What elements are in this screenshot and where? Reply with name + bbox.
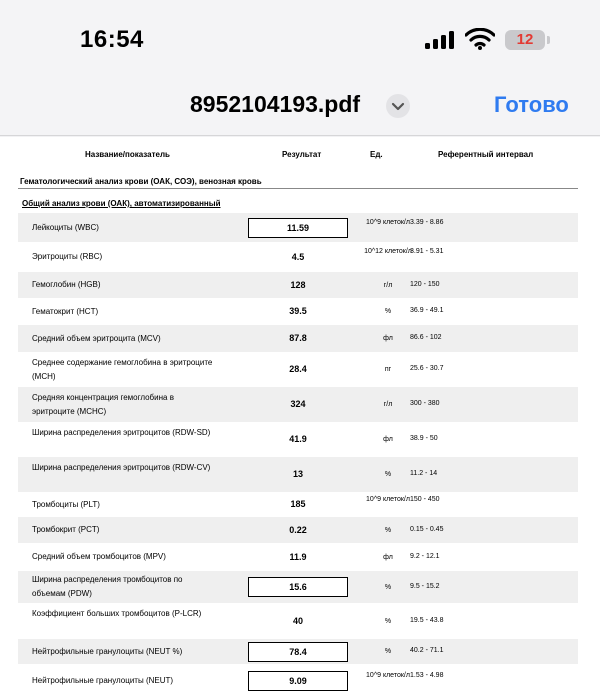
wifi-icon	[465, 28, 495, 50]
battery-icon: 12	[505, 30, 545, 50]
result-value: 324	[290, 399, 306, 409]
table-row	[18, 571, 578, 603]
row-name: Ширина распределения эритроцитов (RDW-CV)	[32, 462, 211, 472]
result-value-flagged: 15.6	[248, 577, 348, 597]
reference-interval: 11.2 - 14	[410, 470, 438, 477]
unit: 10^12 клеток/л	[364, 248, 412, 255]
reference-interval: 40.2 - 71.1	[410, 647, 444, 654]
result-value-flagged: 11.59	[248, 218, 348, 238]
table-row	[18, 387, 578, 422]
unit: %	[384, 308, 392, 315]
row-name: Тромбоциты (PLT)	[32, 499, 100, 509]
result-value: 4.5	[291, 251, 305, 262]
result-value: 41.9	[289, 434, 307, 444]
reference-interval: 9.5 - 15.2	[410, 582, 440, 590]
result-value: 185	[290, 499, 306, 509]
reference-interval: 0.15 - 0.45	[410, 525, 444, 533]
unit: %	[384, 583, 392, 591]
reference-interval: 300 - 380	[410, 400, 440, 407]
result-value-flagged: 9.09	[248, 671, 348, 691]
reference-interval: 3.91 - 5.31	[410, 248, 444, 255]
reference-interval: 3.39 - 8.86	[410, 218, 444, 226]
header-name: Название/показатель	[85, 150, 170, 159]
table-row	[18, 325, 578, 352]
table-row	[18, 298, 578, 325]
row-name: Средняя концентрация гемоглобина в эритроците (MCHC)	[32, 392, 174, 416]
unit: г/л	[383, 281, 393, 289]
done-button[interactable]: Готово	[494, 92, 569, 117]
cellular-signal-icon	[425, 31, 457, 49]
result-value: 39.5	[289, 306, 307, 316]
unit: пг	[384, 366, 392, 373]
header-unit: Ед.	[370, 150, 383, 159]
unit: %	[384, 648, 392, 655]
table-row	[18, 352, 578, 387]
table-row	[18, 639, 578, 664]
row-name: Нейтрофильные гранулоциты (NEUT %)	[32, 646, 183, 656]
reference-interval: 150 - 450	[410, 495, 440, 503]
row-name: Среднее содержание гемоглобина в эритроците (MCH)	[32, 357, 213, 381]
reference-interval: 86.6 - 102	[410, 334, 442, 341]
result-value: 40	[292, 615, 303, 626]
table-row	[18, 457, 578, 492]
battery-cap	[547, 36, 550, 44]
unit: 10^9 клеток/л	[366, 671, 410, 679]
row-name: Тромбокрит (PCT)	[32, 525, 100, 534]
pdf-page[interactable]	[0, 137, 600, 697]
unit: фл	[383, 553, 393, 561]
reference-interval: 9.2 - 12.1	[410, 552, 440, 560]
unit: %	[384, 526, 392, 534]
row-name: Коэффициент больших тромбоцитов (P-LCR)	[32, 609, 202, 618]
result-value: 13	[292, 469, 303, 479]
table-row	[18, 422, 578, 457]
unit: г/л	[383, 401, 393, 408]
reference-interval: 38.9 - 50	[410, 435, 438, 442]
row-name: Ширина распределения тромбоцитов по объемам (PDW)	[32, 575, 183, 598]
table-row	[18, 213, 578, 242]
navigation-bar	[0, 80, 600, 136]
result-value: 0.22	[289, 524, 307, 535]
row-name: Лейкоциты (WBC)	[32, 222, 99, 232]
result-value: 11.9	[289, 551, 307, 562]
section-title: Гематологический анализ крови (ОАК, СОЭ), венозная кровь	[20, 177, 262, 186]
table-row	[18, 272, 578, 298]
unit: фл	[383, 335, 393, 342]
table-row	[18, 603, 578, 639]
section-divider	[18, 188, 578, 189]
table-row	[18, 543, 578, 571]
table-row	[18, 242, 578, 272]
reference-interval: 1.53 - 4.98	[410, 671, 444, 679]
reference-interval: 36.9 - 49.1	[410, 307, 444, 314]
reference-interval: 120 - 150	[410, 280, 440, 288]
row-name: Средний объем эритроцита (MCV)	[32, 333, 161, 343]
table-row	[18, 664, 578, 697]
chevron-down-icon	[386, 94, 410, 118]
row-name: Эритроциты (RBC)	[32, 252, 103, 261]
unit: 10^9 клеток/л	[366, 218, 410, 226]
table-row	[18, 492, 578, 517]
row-name: Средний объем тромбоцитов (MPV)	[32, 552, 166, 561]
row-name: Гематокрит (HCT)	[32, 306, 99, 316]
document-title[interactable]: 8952104193.pdf	[190, 91, 361, 117]
header-result: Результат	[282, 150, 322, 159]
row-name: Гемоглобин (HGB)	[32, 280, 101, 289]
result-value: 28.4	[289, 364, 307, 374]
status-bar	[0, 0, 600, 80]
result-value: 87.8	[289, 333, 307, 343]
unit: %	[384, 471, 392, 478]
title-menu-button[interactable]	[386, 94, 410, 118]
row-name: Ширина распределения эритроцитов (RDW-SD)	[32, 427, 211, 437]
unit: фл	[383, 436, 393, 443]
reference-interval: 25.6 - 30.7	[410, 365, 444, 372]
unit: %	[384, 617, 392, 625]
result-value: 128	[290, 279, 306, 290]
result-value-flagged: 78.4	[248, 642, 348, 662]
status-time: 16:54	[80, 26, 144, 53]
table-row	[18, 517, 578, 543]
header-ref: Референтный интервал	[438, 150, 534, 159]
unit: 10^9 клеток/л	[366, 495, 410, 503]
row-name: Нейтрофильные гранулоциты (NEUT)	[32, 675, 174, 685]
subsection-title: Общий анализ крови (ОАК), автоматизированный	[22, 199, 221, 208]
reference-interval: 19.5 - 43.8	[410, 616, 444, 624]
